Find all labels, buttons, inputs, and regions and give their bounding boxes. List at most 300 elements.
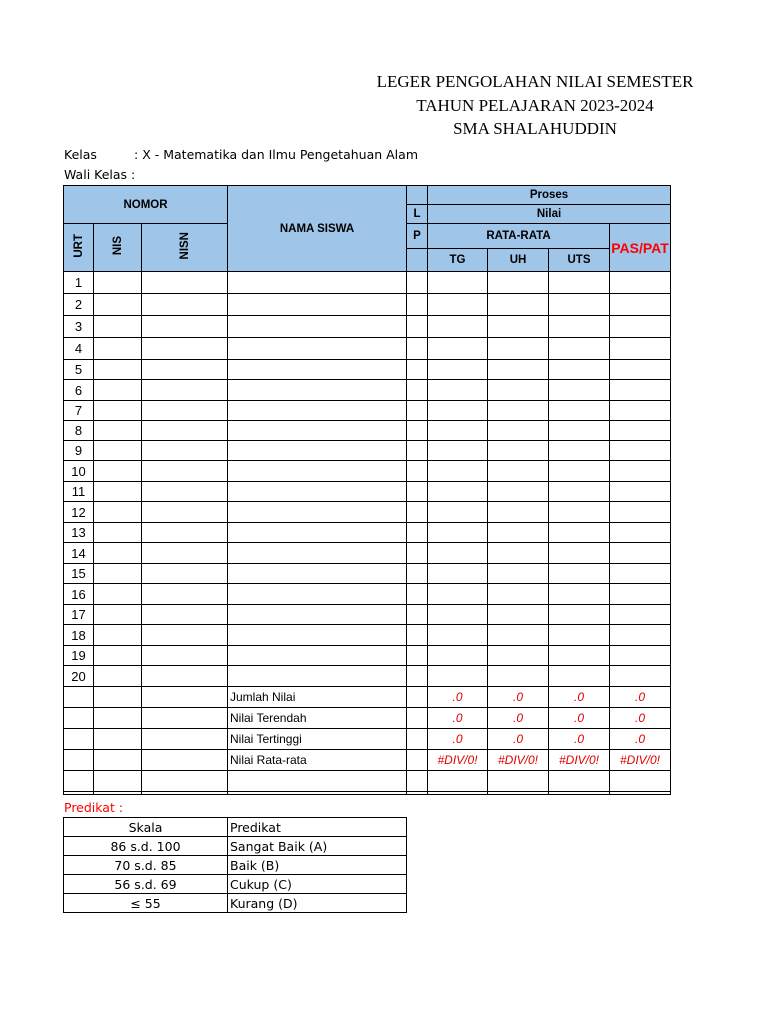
table-cell <box>428 564 488 584</box>
table-cell <box>488 338 549 360</box>
table-cell <box>94 666 142 687</box>
table-cell <box>407 771 428 792</box>
table-cell <box>549 338 610 360</box>
predikat-value: Sangat Baik (A) <box>228 837 407 856</box>
table-cell <box>428 360 488 380</box>
table-cell <box>428 584 488 605</box>
table-cell <box>94 380 142 401</box>
table-cell <box>94 729 142 750</box>
table-cell <box>228 584 407 605</box>
table-cell <box>549 771 610 792</box>
summary-value-tg: .0 <box>428 708 488 729</box>
table-cell <box>428 482 488 502</box>
table-cell <box>228 625 407 646</box>
table-cell <box>94 543 142 564</box>
table-cell <box>228 646 407 666</box>
table-cell <box>549 316 610 338</box>
table-cell <box>228 543 407 564</box>
row-number: 13 <box>64 523 94 543</box>
table-cell <box>407 502 428 523</box>
summary-row <box>64 687 671 708</box>
table-cell <box>428 294 488 316</box>
predikat-table <box>63 817 407 913</box>
table-cell <box>94 646 142 666</box>
summary-value-pas: #DIV/0! <box>610 750 671 771</box>
table-cell <box>549 294 610 316</box>
table-cell <box>94 338 142 360</box>
table-cell <box>142 294 228 316</box>
table-cell <box>142 625 228 646</box>
table-cell <box>610 792 671 795</box>
predikat-skala: 56 s.d. 69 <box>64 875 228 894</box>
table-cell <box>549 421 610 441</box>
table-cell <box>488 666 549 687</box>
table-cell <box>610 360 671 380</box>
table-cell <box>549 792 610 795</box>
table-cell <box>142 605 228 625</box>
header-uh: UH <box>488 249 549 272</box>
row-number: 14 <box>64 543 94 564</box>
table-cell <box>228 792 407 795</box>
table-cell <box>407 729 428 750</box>
table-cell <box>228 272 407 294</box>
table-cell <box>428 646 488 666</box>
table-cell <box>428 401 488 421</box>
table-row <box>64 605 671 625</box>
table-row <box>64 543 671 564</box>
table-cell <box>488 441 549 461</box>
summary-value-tg: #DIV/0! <box>428 750 488 771</box>
row-number: 19 <box>64 646 94 666</box>
table-cell <box>228 771 407 792</box>
table-cell <box>488 543 549 564</box>
header-proses: Proses <box>428 186 671 205</box>
summary-label: Jumlah Nilai <box>228 687 407 708</box>
table-cell <box>407 380 428 401</box>
row-number: 8 <box>64 421 94 441</box>
table-cell <box>488 482 549 502</box>
table-cell <box>94 482 142 502</box>
table-cell <box>142 502 228 523</box>
table-cell <box>610 294 671 316</box>
table-row <box>64 646 671 666</box>
table-cell <box>488 771 549 792</box>
table-cell <box>142 771 228 792</box>
table-cell <box>94 605 142 625</box>
table-row <box>64 625 671 646</box>
predikat-row <box>64 875 407 894</box>
header-blank-2 <box>407 249 428 272</box>
summary-label: Nilai Terendah <box>228 708 407 729</box>
table-cell <box>488 605 549 625</box>
predikat-row <box>64 856 407 875</box>
summary-value-tg: .0 <box>428 687 488 708</box>
table-cell <box>142 729 228 750</box>
table-cell <box>94 708 142 729</box>
table-cell <box>610 502 671 523</box>
summary-value-uh: .0 <box>488 708 549 729</box>
table-cell <box>64 687 94 708</box>
table-cell <box>488 294 549 316</box>
predikat-row <box>64 837 407 856</box>
table-cell <box>488 461 549 482</box>
table-cell <box>407 482 428 502</box>
table-cell <box>549 584 610 605</box>
table-cell <box>228 421 407 441</box>
table-cell <box>142 338 228 360</box>
table-cell <box>228 401 407 421</box>
row-number: 6 <box>64 380 94 401</box>
table-cell <box>407 523 428 543</box>
header-pas-pat: PAS/PAT <box>610 224 671 272</box>
table-row <box>64 666 671 687</box>
summary-value-uh: .0 <box>488 687 549 708</box>
table-cell <box>407 625 428 646</box>
table-cell <box>94 687 142 708</box>
table-cell <box>610 625 671 646</box>
table-cell <box>142 441 228 461</box>
table-cell <box>428 316 488 338</box>
table-cell <box>407 666 428 687</box>
table-cell <box>428 338 488 360</box>
header-p: P <box>407 224 428 249</box>
kelas-value: X - Matematika dan Ilmu Pengetahuan Alam <box>142 147 418 162</box>
summary-row <box>64 708 671 729</box>
kelas-colon: : X - Matematika dan Ilmu Pengetahuan Alam <box>134 147 418 162</box>
header-tg: TG <box>428 249 488 272</box>
table-cell <box>407 605 428 625</box>
table-cell <box>94 441 142 461</box>
table-cell <box>64 708 94 729</box>
table-cell <box>610 421 671 441</box>
table-cell <box>488 401 549 421</box>
table-cell <box>549 646 610 666</box>
table-cell <box>228 523 407 543</box>
table-cell <box>428 625 488 646</box>
row-number: 12 <box>64 502 94 523</box>
table-row <box>64 272 671 294</box>
table-cell <box>94 401 142 421</box>
row-number: 3 <box>64 316 94 338</box>
table-row <box>64 421 671 441</box>
table-row <box>64 461 671 482</box>
predikat-value: Kurang (D) <box>228 894 407 913</box>
table-cell <box>407 750 428 771</box>
row-number: 2 <box>64 294 94 316</box>
table-cell <box>228 338 407 360</box>
table-cell <box>407 792 428 795</box>
table-cell <box>94 502 142 523</box>
table-row <box>64 380 671 401</box>
table-cell <box>488 523 549 543</box>
table-cell <box>142 380 228 401</box>
table-cell <box>228 316 407 338</box>
table-cell <box>610 441 671 461</box>
table-cell <box>610 461 671 482</box>
table-cell <box>94 523 142 543</box>
table-cell <box>407 646 428 666</box>
table-cell <box>549 441 610 461</box>
table-cell <box>428 421 488 441</box>
table-cell <box>407 272 428 294</box>
table-cell <box>428 523 488 543</box>
table-cell <box>142 543 228 564</box>
table-cell <box>428 502 488 523</box>
table-cell <box>407 294 428 316</box>
table-cell <box>549 625 610 646</box>
table-cell <box>64 729 94 750</box>
table-cell <box>228 380 407 401</box>
header-l: L <box>407 205 428 224</box>
kelas-label: Kelas <box>64 147 97 162</box>
row-number: 4 <box>64 338 94 360</box>
predikat-skala: ≤ 55 <box>64 894 228 913</box>
table-cell <box>428 543 488 564</box>
table-cell <box>142 646 228 666</box>
table-cell <box>94 771 142 792</box>
table-cell <box>488 564 549 584</box>
table-cell <box>407 687 428 708</box>
table-cell <box>407 401 428 421</box>
table-cell <box>610 482 671 502</box>
row-number: 1 <box>64 272 94 294</box>
kelas-row <box>64 147 418 162</box>
table-row <box>64 502 671 523</box>
summary-value-uts: .0 <box>549 708 610 729</box>
row-number: 18 <box>64 625 94 646</box>
summary-label: Nilai Rata-rata <box>228 750 407 771</box>
table-cell <box>488 792 549 795</box>
row-number: 15 <box>64 564 94 584</box>
table-cell <box>142 272 228 294</box>
row-number: 17 <box>64 605 94 625</box>
header-nomor: NOMOR <box>64 186 228 224</box>
table-cell <box>142 461 228 482</box>
gap-row <box>64 792 671 795</box>
row-number: 16 <box>64 584 94 605</box>
table-cell <box>610 666 671 687</box>
table-cell <box>610 401 671 421</box>
table-cell <box>228 461 407 482</box>
table-row <box>64 401 671 421</box>
table-cell <box>228 482 407 502</box>
table-cell <box>549 461 610 482</box>
table-cell <box>142 401 228 421</box>
summary-value-uts: .0 <box>549 729 610 750</box>
table-row <box>64 294 671 316</box>
table-cell <box>610 272 671 294</box>
table-cell <box>142 360 228 380</box>
table-row <box>64 523 671 543</box>
table-cell <box>488 646 549 666</box>
header-blank <box>407 186 428 205</box>
table-cell <box>549 502 610 523</box>
blank-row <box>64 771 671 792</box>
table-cell <box>407 360 428 380</box>
table-cell <box>549 401 610 421</box>
table-cell <box>549 523 610 543</box>
table-cell <box>142 750 228 771</box>
summary-row <box>64 750 671 771</box>
table-cell <box>228 441 407 461</box>
table-cell <box>94 584 142 605</box>
table-cell <box>610 543 671 564</box>
row-number: 9 <box>64 441 94 461</box>
table-cell <box>488 380 549 401</box>
table-cell <box>94 272 142 294</box>
table-cell <box>94 461 142 482</box>
table-cell <box>407 338 428 360</box>
table-cell <box>428 272 488 294</box>
table-cell <box>142 666 228 687</box>
table-cell <box>228 564 407 584</box>
summary-value-uts: .0 <box>549 687 610 708</box>
title-line-3: SMA SHALAHUDDIN <box>453 119 617 138</box>
table-cell <box>610 338 671 360</box>
summary-row <box>64 729 671 750</box>
table-cell <box>610 564 671 584</box>
table-row <box>64 584 671 605</box>
table-cell <box>94 625 142 646</box>
table-cell <box>407 564 428 584</box>
table-cell <box>94 750 142 771</box>
header-urt: URT <box>64 224 94 272</box>
table-cell <box>94 360 142 380</box>
table-cell <box>407 441 428 461</box>
table-cell <box>610 523 671 543</box>
table-cell <box>142 687 228 708</box>
table-cell <box>228 360 407 380</box>
table-cell <box>142 316 228 338</box>
predikat-head-skala: Skala <box>64 818 228 837</box>
title-line-2: TAHUN PELAJARAN 2023-2024 <box>416 96 654 115</box>
header-nilai: Nilai <box>428 205 671 224</box>
table-cell <box>488 584 549 605</box>
table-cell <box>142 708 228 729</box>
table-cell <box>549 482 610 502</box>
table-cell <box>428 792 488 795</box>
predikat-value: Cukup (C) <box>228 875 407 894</box>
table-cell <box>488 360 549 380</box>
table-row <box>64 360 671 380</box>
table-cell <box>610 584 671 605</box>
table-cell <box>94 564 142 584</box>
table-cell <box>142 792 228 795</box>
table-row <box>64 338 671 360</box>
table-cell <box>407 708 428 729</box>
table-cell <box>428 380 488 401</box>
table-row <box>64 564 671 584</box>
table-cell <box>549 380 610 401</box>
predikat-header-row <box>64 818 407 837</box>
summary-value-pas: .0 <box>610 729 671 750</box>
header-uts: UTS <box>549 249 610 272</box>
table-cell <box>610 380 671 401</box>
summary-value-uts: #DIV/0! <box>549 750 610 771</box>
table-cell <box>142 482 228 502</box>
table-cell <box>64 771 94 792</box>
wali-kelas-label: Wali Kelas : <box>64 167 136 182</box>
summary-value-pas: .0 <box>610 708 671 729</box>
table-cell <box>549 360 610 380</box>
table-cell <box>407 543 428 564</box>
predikat-row <box>64 894 407 913</box>
table-cell <box>407 316 428 338</box>
predikat-label: Predikat : <box>64 800 124 815</box>
header-nama-siswa: NAMA SISWA <box>228 186 407 272</box>
row-number: 10 <box>64 461 94 482</box>
title-line-1: LEGER PENGOLAHAN NILAI SEMESTER <box>376 72 694 91</box>
table-cell <box>610 316 671 338</box>
predikat-head-predikat: Predikat <box>228 818 407 837</box>
table-cell <box>549 543 610 564</box>
header-nis: NIS <box>94 224 142 272</box>
table-cell <box>407 461 428 482</box>
table-cell <box>549 564 610 584</box>
table-cell <box>228 605 407 625</box>
table-cell <box>407 584 428 605</box>
summary-label: Nilai Tertinggi <box>228 729 407 750</box>
table-cell <box>488 316 549 338</box>
table-cell <box>94 316 142 338</box>
table-cell <box>428 666 488 687</box>
table-cell <box>488 502 549 523</box>
table-row <box>64 482 671 502</box>
table-cell <box>610 605 671 625</box>
summary-value-tg: .0 <box>428 729 488 750</box>
row-number: 20 <box>64 666 94 687</box>
table-cell <box>428 605 488 625</box>
table-cell <box>610 646 671 666</box>
table-cell <box>488 421 549 441</box>
table-cell <box>488 625 549 646</box>
table-cell <box>64 792 94 795</box>
table-cell <box>549 605 610 625</box>
table-cell <box>94 421 142 441</box>
table-cell <box>610 771 671 792</box>
header-rata-rata: RATA-RATA <box>428 224 610 249</box>
table-cell <box>428 771 488 792</box>
table-cell <box>228 294 407 316</box>
table-cell <box>228 502 407 523</box>
summary-value-pas: .0 <box>610 687 671 708</box>
predikat-value: Baik (B) <box>228 856 407 875</box>
table-cell <box>142 564 228 584</box>
row-number: 7 <box>64 401 94 421</box>
table-cell <box>94 294 142 316</box>
table-cell <box>428 461 488 482</box>
table-row <box>64 441 671 461</box>
table-cell <box>228 666 407 687</box>
table-cell <box>549 272 610 294</box>
summary-value-uh: .0 <box>488 729 549 750</box>
table-cell <box>488 272 549 294</box>
wali-kelas-row <box>64 167 135 182</box>
header-nisn: NISN <box>142 224 228 272</box>
table-cell <box>407 421 428 441</box>
predikat-skala: 86 s.d. 100 <box>64 837 228 856</box>
row-number: 11 <box>64 482 94 502</box>
leger-table <box>63 185 671 795</box>
predikat-skala: 70 s.d. 85 <box>64 856 228 875</box>
table-cell <box>142 584 228 605</box>
table-row <box>64 316 671 338</box>
table-cell <box>142 421 228 441</box>
summary-value-uh: #DIV/0! <box>488 750 549 771</box>
table-cell <box>142 523 228 543</box>
table-cell <box>549 666 610 687</box>
table-cell <box>64 750 94 771</box>
